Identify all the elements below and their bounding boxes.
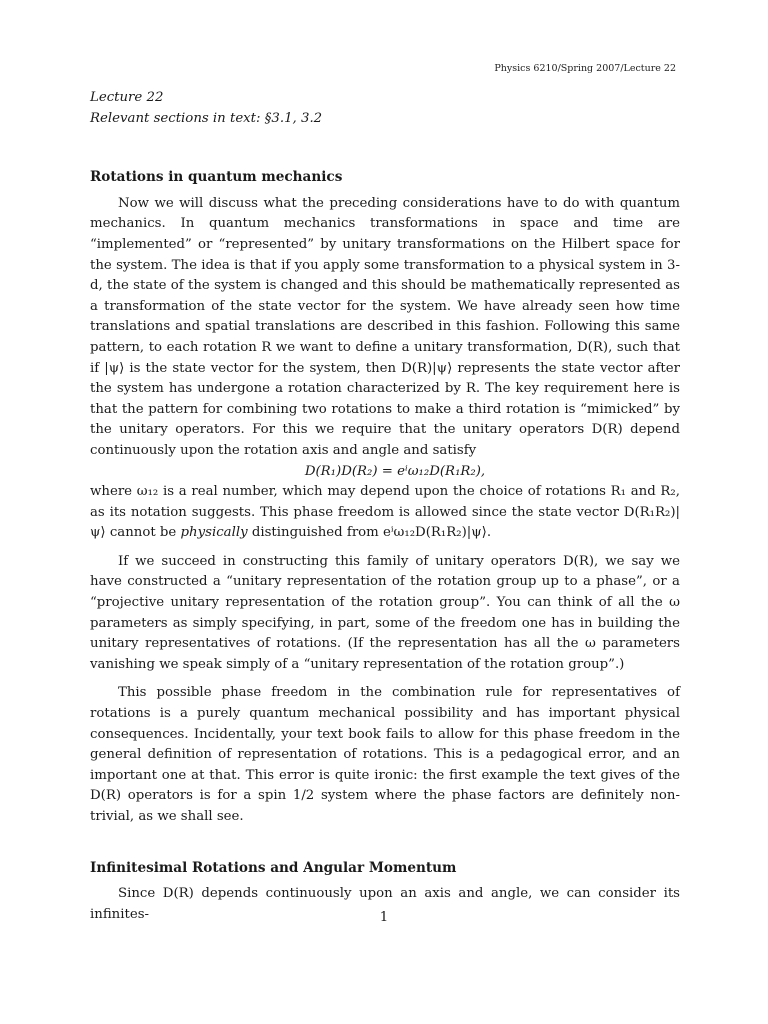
equation-composition: D(R₁)D(R₂) = eⁱω₁₂D(R₁R₂), <box>304 463 486 479</box>
running-head: Physics 6210/Spring 2007/Lecture 22 <box>494 63 676 74</box>
paragraph-phase-freedom <box>90 482 680 544</box>
page-number: 1 <box>379 910 389 925</box>
lecture-title: Lecture 22 <box>90 90 164 105</box>
paragraph-phase-freedom-text-b: distinguished from eⁱω₁₂D(R₁R₂)|ψ⟩. <box>247 525 492 541</box>
emphasis-physically: physically <box>180 525 248 541</box>
relevant-sections: Relevant sections in text: §3.1, 3.2 <box>90 110 323 126</box>
paragraph-projective-representation: If we succeed in constructing this family of unitary operators D(R), we say we have constructed a “unitary representation of the rotation group up to a phase”, or a “projective unitary representation of the rotation group”. You can think of all the ω parameters as simply specifying, in part, some of the freedom one has in building the unitary representatives of rotations. (If the representation has all the ω parameters vanishing we speak simply of a “unitary representation of the rotation group”.) <box>90 553 680 672</box>
paragraph-intro: Now we will discuss what the preceding considerations have to do with quantum mechanics. In quantum mechanics transformations in space and time are “implemented” or “represented” by unitary transformations on the Hilbert space for the system. The idea is that if you apply some transformation to a physical system in 3-d, the state of the system is changed and this should be mathematically represented as a transformation of the state vector for the system. We have already seen how time translations and spatial translations are described in this fashion. Following this same pattern, to each rotation R we want to define a unitary transformation, D(R), such that if |ψ⟩ is the state vector for the system, then D(R)|ψ⟩ represents the state vector after the system has undergone a rotation characterized by R. The key requirement here is that the pattern for combining two rotations to make a third rotation is “mimicked” by the unitary operators. For this we require that the unitary operators D(R) depend continuously upon the rotation axis and angle and satisfy <box>90 195 680 458</box>
page-body <box>90 88 680 925</box>
paragraph-infinitesimal: Since D(R) depends continuously upon an axis and angle, we can consider its infinites- <box>90 886 680 922</box>
section-heading-infinitesimal: Infinitesimal Rotations and Angular Momentum <box>90 859 457 876</box>
section-heading-rotations: Rotations in quantum mechanics <box>90 169 343 186</box>
paragraph-phase-freedom-text-a: where ω₁₂ is a real number, which may depend upon the choice of rotations R₁ and R₂, as its notation suggests. This phase freedom is allowed since the state vector D(R₁R₂)|ψ⟩ cannot be <box>90 484 680 541</box>
paragraph-pedagogical-error: This possible phase freedom in the combination rule for representatives of rotations is a purely quantum mechanical possibility and has important physical consequences. Incidentally, your text book fails to allow for this phase freedom in the general definition of representation of rotations. This is a pedagogical error, and an important one at that. This error is quite ironic: the first example the text gives of the D(R) operators is for a spin 1/2 system where the phase factors are definitely non-trivial, as we shall see. <box>90 685 680 824</box>
